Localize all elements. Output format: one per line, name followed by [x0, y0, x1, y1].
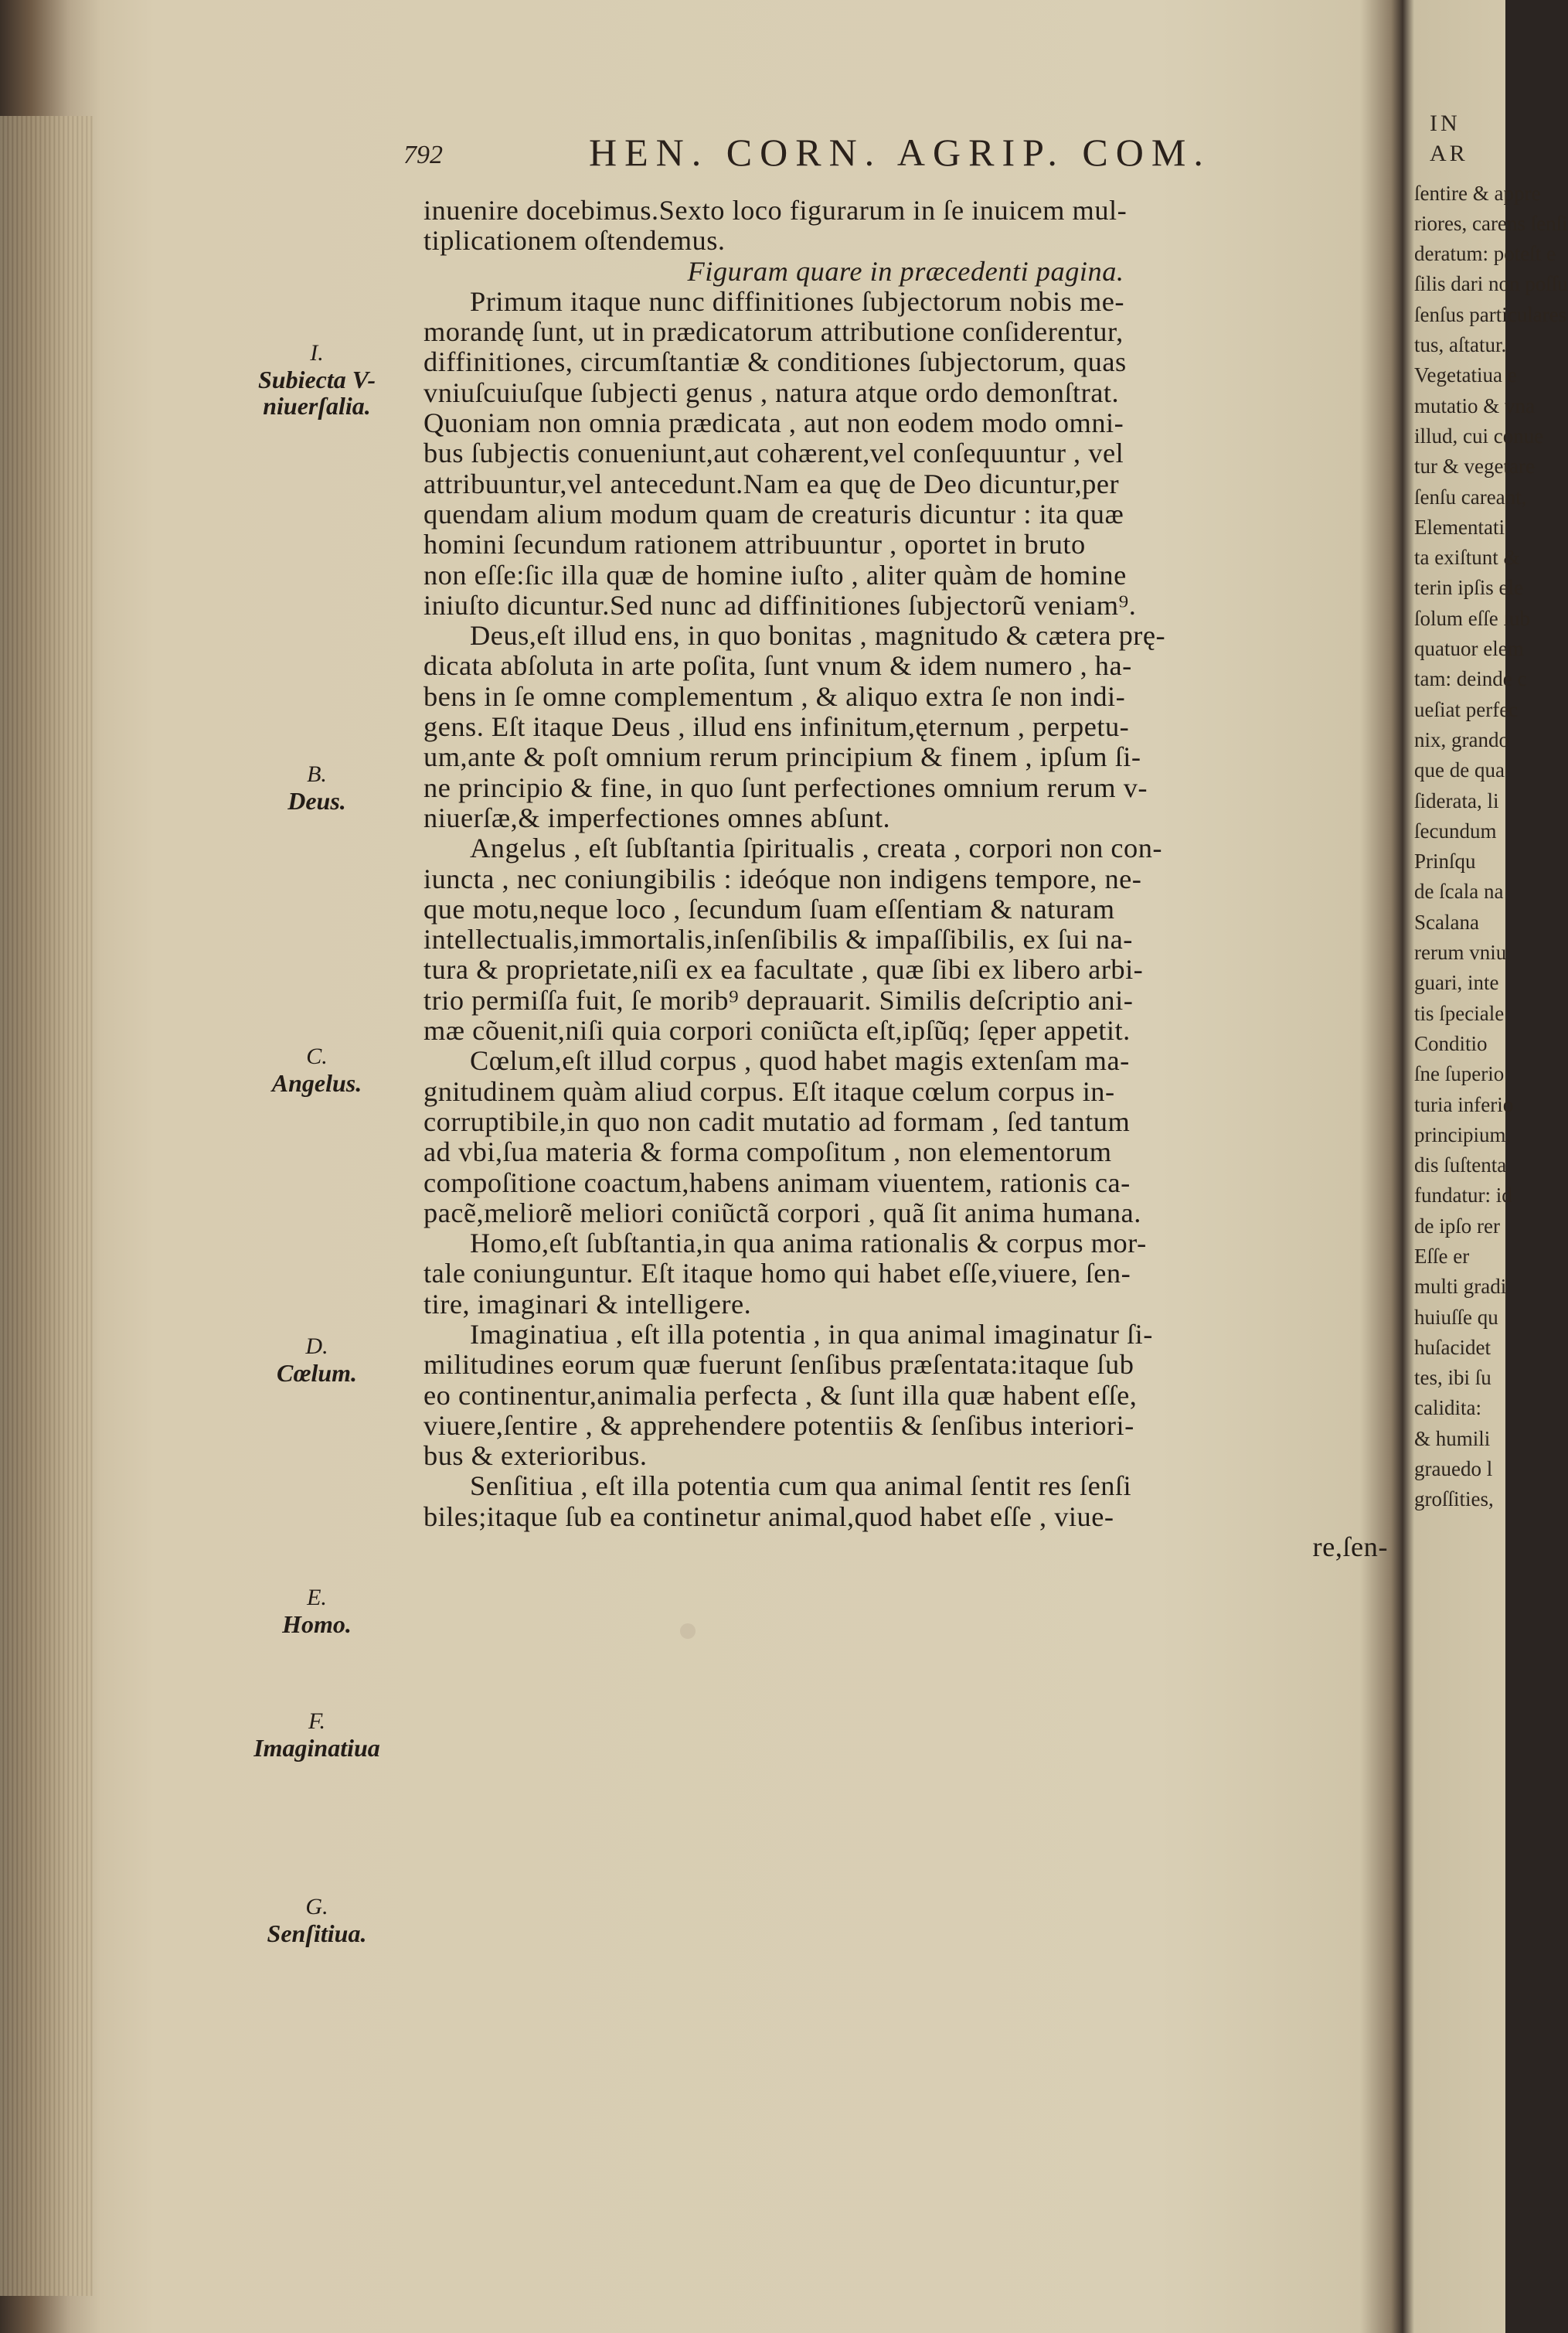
text-line: bus ſubjectis conueniunt,aut cohærent,vel conſequuntur , vel	[423, 438, 1124, 469]
text-line: Primum itaque nunc diffinitiones ſubjectorum nobis me-	[470, 285, 1125, 317]
adjacent-text-line: riores, carens ſenſi	[1414, 211, 1568, 235]
text-line: tiplicationem oſtendemus.	[423, 225, 726, 257]
margin-note	[216, 1708, 417, 1761]
figure-reference: Figuram quare in præcedenti pagina.	[687, 255, 1124, 287]
adjacent-text-line: tis ſpeciale	[1414, 1001, 1505, 1025]
running-title: HEN. CORN. AGRIP. COM.	[589, 131, 1211, 174]
text-line: Imaginatiua , eſt illa potentia , in qua animal imaginatur ſi-	[470, 1318, 1153, 1350]
adjacent-text-line: rerum vniu	[1414, 941, 1507, 965]
margin-note	[216, 1585, 417, 1637]
margin-note-label: Angelus.	[271, 1069, 362, 1097]
adjacent-text-line: Vegetatiua e	[1414, 363, 1517, 387]
adjacent-text-line: turia inferio	[1414, 1092, 1514, 1116]
text-line: attribuuntur,vel antecedunt.Nam ea quę de Deo dicuntur,per	[423, 468, 1120, 499]
margin-note-letter: I.	[310, 340, 324, 366]
text-line: Angelus , eſt ſubſtantia ſpiritualis , creata , corpori non con-	[470, 833, 1163, 864]
adjacent-text-line: de ſcala na	[1414, 880, 1504, 904]
text-line: compoſitione coactum,habens animam viuentem, rationis ca-	[423, 1166, 1131, 1198]
adjacent-text-line: ſne ſuperio	[1414, 1062, 1505, 1086]
adjacent-text-lines	[1414, 179, 1568, 1515]
paper-stain	[680, 1623, 696, 1639]
text-line: Deus,eſt illud ens, in quo bonitas , magnitudo & cætera prę-	[470, 620, 1166, 652]
page-edges	[0, 116, 93, 2296]
text-line: Homo,eſt ſubſtantia,in qua anima rationalis & corpus mor-	[470, 1228, 1147, 1259]
adjacent-text-line: illud, cui conue	[1414, 424, 1544, 448]
adjacent-text-line: tur & vegetare	[1414, 455, 1535, 479]
text-line: gens. Eſt itaque Deus , illud ens infinitum,ęternum , perpetu-	[423, 711, 1130, 743]
text-line: corruptibile,in quo non cadit mutatio ad formam , ſed tantum	[423, 1105, 1131, 1137]
text-line: bus & exterioribus.	[423, 1440, 648, 1472]
adjacent-text-line: Elementati	[1414, 515, 1505, 539]
margin-note-letter: D.	[305, 1333, 328, 1359]
adjacent-text-line: terin ipſis ele	[1414, 576, 1523, 600]
text-line: tura & proprietate,niſi ex ea facultate , quæ ſibi ex libero arbi-	[423, 954, 1144, 986]
text-line: morandę ſunt, ut in prædicatorum attributione conſiderentur,	[423, 316, 1124, 348]
margin-note-letter: F.	[308, 1708, 325, 1734]
adjacent-text-line: tes, ibi ſu	[1414, 1366, 1491, 1390]
text-line: um,ante & poſt omnium rerum principium & finem , ipſum ſi-	[423, 741, 1141, 773]
adjacent-running-head: IN AR	[1430, 111, 1468, 167]
margin-note-letter: B.	[307, 761, 327, 787]
catchword: re,ſen-	[1312, 1531, 1388, 1563]
adjacent-text-line: Scalana	[1414, 910, 1479, 934]
margin-note-letter: E.	[307, 1585, 327, 1610]
margin-note-letter: C.	[306, 1044, 328, 1069]
adjacent-text-line: tam: deinde c	[1414, 667, 1527, 691]
adjacent-text-line: quatuor elem	[1414, 637, 1524, 661]
text-line: quendam alium modum quam de creaturis dicuntur : ita quæ	[423, 498, 1124, 530]
page-number: 792	[403, 141, 443, 169]
text-line: militudines eorum quæ fuerunt ſenſibus præſentata:itaque ſub	[423, 1349, 1134, 1381]
text-line: Cœlum,eſt illud corpus , quod habet magis extenſam ma-	[470, 1045, 1130, 1077]
text-line: non eſſe:ſic illa quæ de homine iuſto , aliter quàm de homine	[423, 559, 1127, 591]
adjacent-text-line: dis ſuſtenta	[1414, 1153, 1507, 1177]
adjacent-text-line: nix, grando	[1414, 727, 1509, 751]
text-line: viuere,ſentire , & apprehendere potentiis & ſenſibus interiori-	[423, 1409, 1134, 1441]
text-line: Quoniam non omnia prædicata , aut non eodem modo omni-	[423, 407, 1124, 439]
text-line: mæ cõuenit,niſi quia corpori coniũcta eſt,ipſũq; ſęper appetit.	[423, 1015, 1131, 1047]
adjacent-text-line: multi gradi	[1414, 1275, 1507, 1299]
text-line: Senſitiua , eſt illa potentia cum qua animal ſentit res ſenſi	[470, 1470, 1132, 1502]
adjacent-text-line: huiuſſe qu	[1414, 1305, 1498, 1329]
text-line: eo continentur,animalia perfecta , & ſunt illa quæ habent eſſe,	[423, 1379, 1138, 1411]
margin-note	[216, 761, 417, 814]
text-line: tale coniunguntur. Eſt itaque homo qui habet eſſe,viuere, ſen-	[423, 1258, 1131, 1289]
adjacent-text-line: & humili	[1414, 1426, 1491, 1450]
adjacent-text-line: groſſities,	[1414, 1487, 1494, 1511]
adjacent-text-line: de ipſo rer	[1414, 1214, 1500, 1238]
adjacent-text-line: ta exiſtunt &	[1414, 546, 1520, 570]
text-line: intellectualis,immortalis,inſenſibilis & impaſſibilis, ex ſui na-	[423, 924, 1133, 955]
margin-note-label: Senſitiua.	[267, 1919, 367, 1947]
text-line: iniuſto dicuntur.Sed nunc ad diffinitiones ſubjectorũ veniam⁹.	[423, 589, 1137, 621]
adjacent-text-line: ſenſu careant,	[1414, 485, 1527, 509]
adjacent-text-line: ſiderata, li	[1414, 788, 1499, 812]
margin-note-label: Cœlum.	[276, 1359, 358, 1387]
adjacent-text-line: mutatio & vna	[1414, 393, 1535, 417]
margin-note	[216, 1333, 417, 1386]
text-line: gnitudinem quàm aliud corpus. Eſt itaque cœlum corpus in-	[423, 1075, 1115, 1107]
text-line: dicata abſoluta in arte poſita, ſunt vnum & idem numero , ha-	[423, 650, 1132, 682]
margin-note-label: Deus.	[287, 787, 346, 815]
text-line: homini ſecundum rationem attribuuntur , oportet in bruto	[423, 529, 1086, 560]
margin-note	[216, 1894, 417, 1946]
margin-note	[216, 1044, 417, 1096]
adjacent-text-line: que de qua	[1414, 758, 1505, 782]
text-line: trio permiſſa fuit, ſe morib⁹ deprauarit. Similis deſcriptio ani-	[423, 984, 1134, 1016]
adjacent-text-line: calidita:	[1414, 1396, 1481, 1420]
text-line: diffinitiones, circumſtantiæ & conditiones ſubjectorum, quas	[423, 346, 1127, 378]
adjacent-text-line: huſacidet	[1414, 1335, 1491, 1359]
text-line: ne principio & fine, in quo ſunt perfectiones omnium rerum v-	[423, 771, 1148, 803]
text-line: ad vbi,ſua materia & forma compoſitum , non elementorum	[423, 1136, 1112, 1168]
adjacent-text-line: ſolum eſſe ſub	[1414, 606, 1530, 630]
adjacent-text-line: principium,	[1414, 1122, 1512, 1146]
adjacent-text-line: grauedo l	[1414, 1457, 1493, 1481]
adjacent-text-line: ſentire & appre	[1414, 181, 1541, 205]
adjacent-text-line: ſecundum	[1414, 819, 1497, 843]
adjacent-text-line: ſenſus particulares	[1414, 302, 1567, 326]
adjacent-text-line: Prinſqu	[1414, 850, 1476, 874]
text-line: vniuſcuiuſque ſubjecti genus , natura atque ordo demonſtrat.	[423, 376, 1120, 408]
text-line: pacẽ,meliorẽ meliori coniũctã corpori , quã ſit anima humana.	[423, 1197, 1141, 1228]
adjacent-text-line: Conditio	[1414, 1031, 1488, 1055]
running-head	[403, 130, 1292, 184]
margin-note-label: Imaginatiua	[253, 1734, 380, 1762]
margin-note-label: Subiecta V-niuerſalia.	[257, 366, 376, 420]
text-line: bens in ſe omne complementum , & aliquo extra ſe non indi-	[423, 680, 1126, 712]
adjacent-text-line: fundatur: id	[1414, 1184, 1512, 1207]
adjacent-text-line: ueſiat perfec	[1414, 697, 1519, 721]
adjacent-text-line: guari, inte	[1414, 971, 1499, 995]
text-line: biles;itaque ſub ea continetur animal,quod habet eſſe , viue-	[423, 1500, 1114, 1532]
text-line: iuncta , nec coniungibilis : ideóque non indigens tempore, ne-	[423, 863, 1142, 894]
text-line: que motu,neque loco , ſecundum ſuam eſſentiam & naturam	[423, 893, 1115, 925]
margin-note-letter: G.	[305, 1894, 328, 1919]
text-line: tire, imaginari & intelligere.	[423, 1288, 752, 1320]
text-line: niuerſæ,& imperfectiones omnes abſunt.	[423, 802, 891, 833]
adjacent-text-line: tus, aſtatur.	[1414, 333, 1507, 357]
adjacent-text-line: Eſſe er	[1414, 1244, 1470, 1268]
margin-note-label: Homo.	[282, 1610, 352, 1638]
text-line: inuenire docebimus.Sexto loco figurarum in ſe inuicem mul-	[423, 195, 1128, 226]
adjacent-page-strip	[1414, 108, 1568, 2319]
margin-note	[216, 340, 417, 419]
main-text-block	[423, 196, 1388, 1562]
margin-notes	[216, 0, 417, 2333]
adjacent-text-line: deratum: poteſt e	[1414, 242, 1556, 266]
adjacent-text-line: ſilis dari non poſſu	[1414, 272, 1568, 296]
